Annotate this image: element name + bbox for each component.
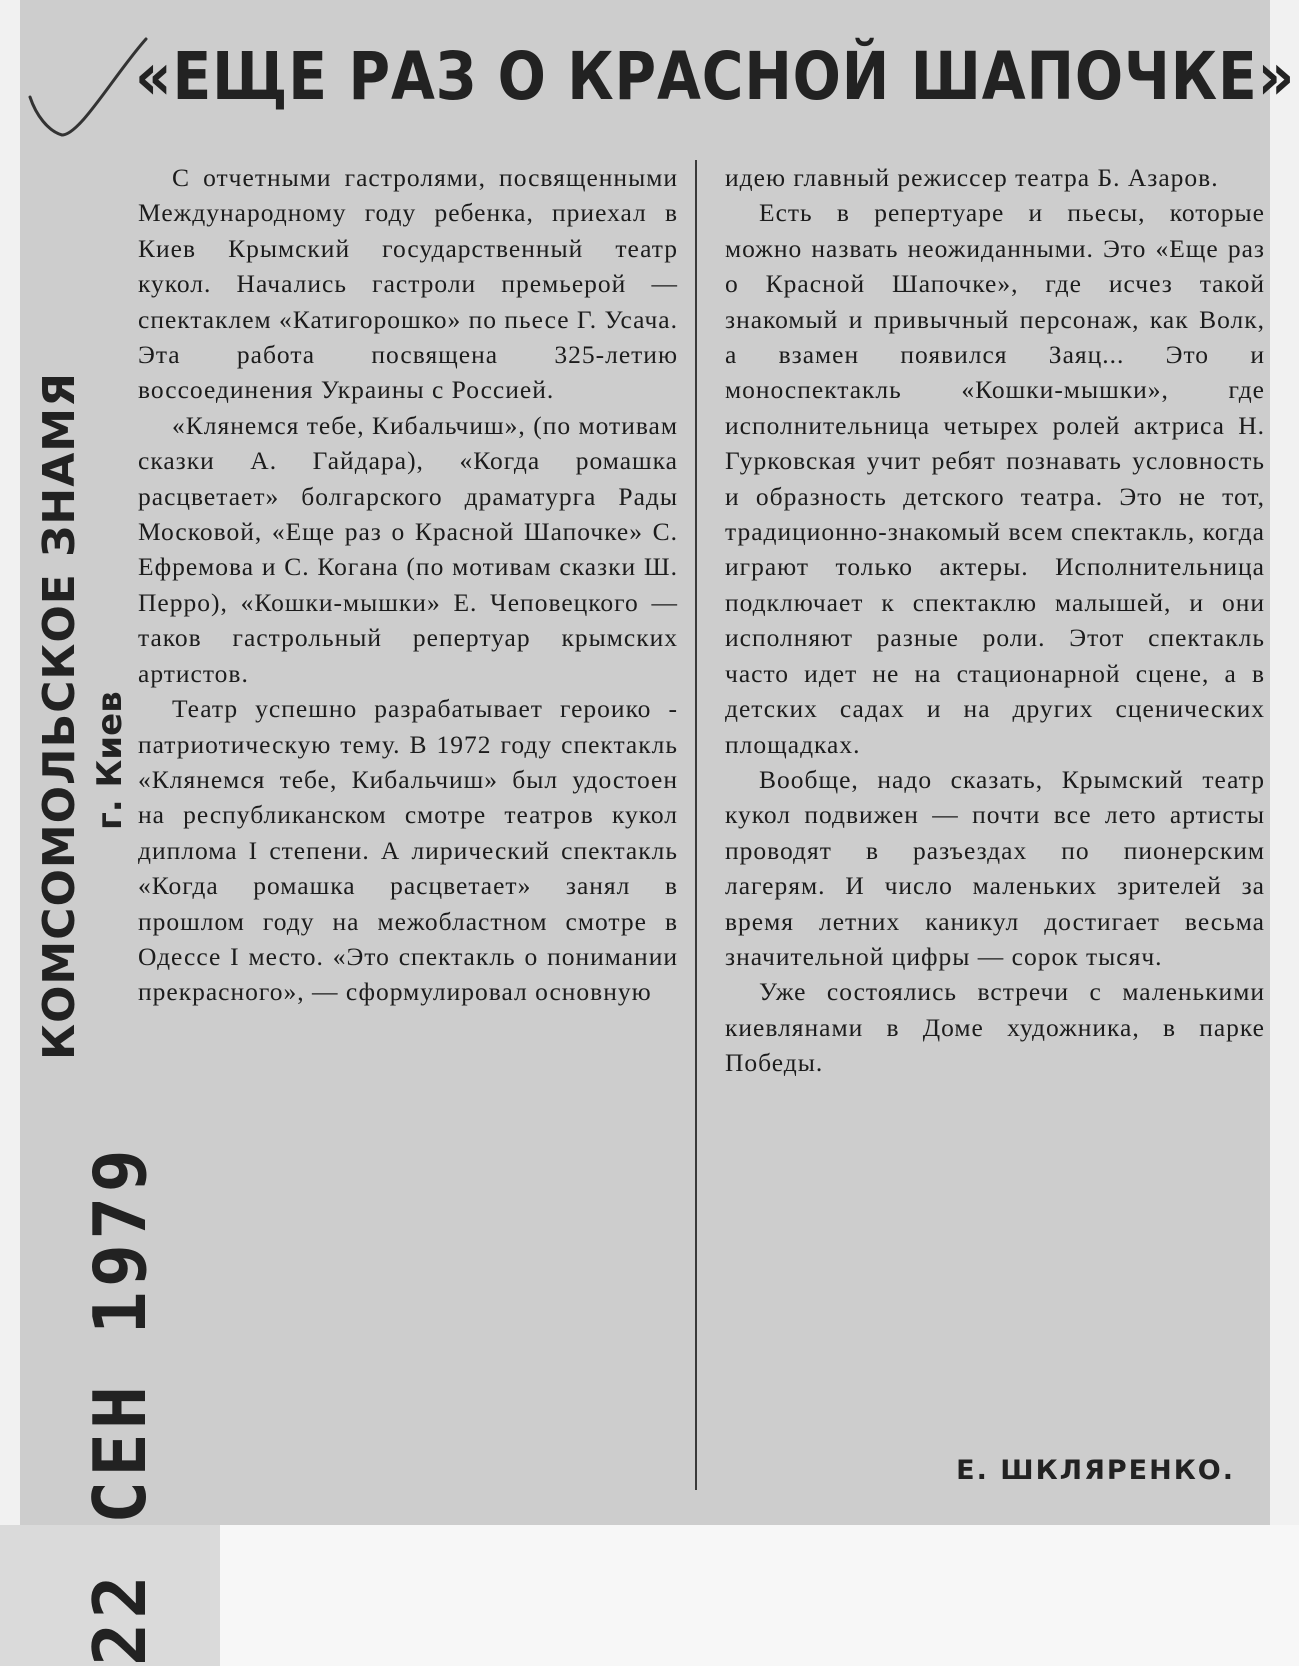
paragraph: Театр успешно разрабатывает героико - патриотическую тему. В 1972 году спектакль «Клянемся тебе, Кибальчиш» был удостоен на республиканском смотре театров кукол диплома I степени. А лирический спектакль «Когда ромашка расцветает» занял в прошлом году на межобластном смотре в Одессе I место. «Это спектакль о понимании прекрасного», — сформулировал основную — [138, 694, 678, 1007]
paragraph: Уже состоялись встречи с маленькими киевлянами в Доме художника, в парке Победы. — [725, 977, 1265, 1078]
date-stamp: 22 СЕН 1979 — [78, 1145, 162, 1666]
city-label: г. Киев — [90, 691, 130, 830]
paragraph-continuation: идею главный режиссер театра Б. Азаров. — [725, 163, 1219, 192]
checkmark-icon — [22, 35, 152, 145]
paragraph: «Клянемся тебе, Кибальчиш», (по мотивам сказки А. Гайдара), «Когда ромашка расцветает» болгарского драматурга Рады Московой, «Еще раз о Красной Шапочке» С. Ефремова и С. Когана (по мотивам сказки Ш. Перро), «Кошки-мышки» Е. Чеповецкого —таков гастрольный репертуар крымских артистов. — [138, 410, 678, 688]
newspaper-name: КОМСОМОЛЬСКОЕ ЗНАМЯ — [34, 372, 85, 1060]
author-signature: Е. ШКЛЯРЕНКО. — [956, 1455, 1235, 1486]
paragraph: С отчетными гастролями, посвященными Международному году ребенка, приехал в Киев Крымский государственный театр кукол. Начались гастроли премьерой — спектаклем «Катигорошко» по пьесе Г. Усача. Эта работа посвящена 325-летию воссоединения Украины с Россией. — [138, 163, 678, 405]
mount-paper — [220, 1525, 1299, 1666]
paragraph: Вообще, надо сказать, Крымский театр кукол подвижен — почти все лето артисты проводят в разъездах по пионерским лагерям. И число маленьких зрителей за время летних каникул достигает весьма значительной цифры — сорок тысяч. — [725, 764, 1265, 971]
article-column-right — [725, 160, 1265, 1081]
article-headline: «ЕЩЕ РАЗ О КРАСНОЙ ШАПОЧКЕ» — [135, 38, 1296, 115]
article-column-left — [138, 160, 678, 1010]
paragraph: Есть в репертуаре и пьесы, которые можно назвать неожиданными. Это «Еще раз о Красной Шапочке», где исчез такой знакомый и привычный персонаж, как Волк, а взамен появился Заяц... Это и моноспектакль «Кошки-мышки», где исполнительница четырех ролей актриса Н. Гурковская учит ребят познавать условность и образность детского театра. Это не тот, традиционно-знакомый всем спектакль, когда играют только актеры. Исполнительница подключает к спектаклю малышей, и они исполняют разные роли. Этот спектакль часто идет не на стационарной сцене, а в детских садах и на других сценических площадках. — [725, 198, 1265, 759]
column-divider — [695, 160, 697, 1490]
